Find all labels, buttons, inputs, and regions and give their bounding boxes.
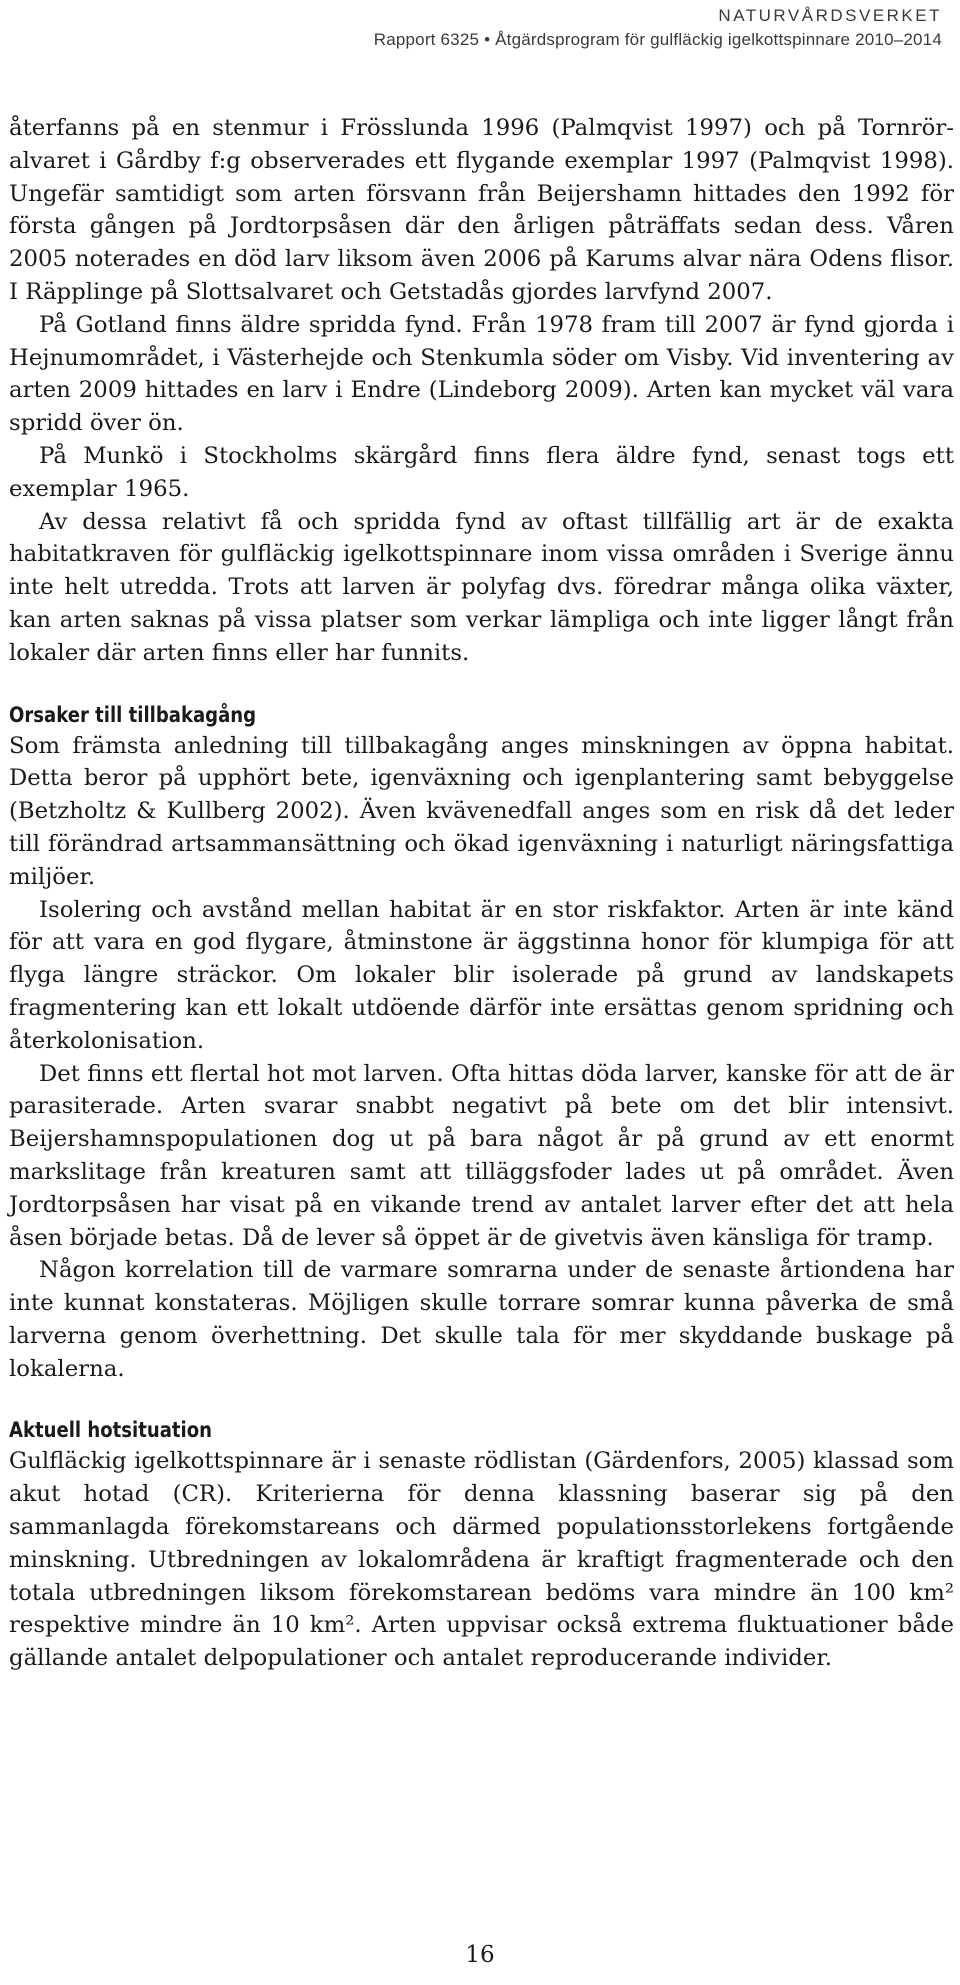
page-number: 16 <box>465 1942 495 1968</box>
paragraph-isolation: Isolering och avstånd mellan habitat är en stor riskfaktor. Arten är inte känd för att vara en god flygare, åtminstone är äggstinna honor för klumpiga för att flyga längre sträckor. Om lokaler blir isolerade på grund av landskapets fragmentering kan ett lokalt utdöende därför inte ersättas genom spridning och återkolonisation. <box>9 896 954 1054</box>
header-organization: NATURVÅRDSVERKET <box>718 6 942 25</box>
paragraph-gotland-finds: På Gotland finns äldre spridda fynd. Från 1978 fram till 2007 är fynd gjorda i Hejnumområdet, i Västerhejde och Stenkumla söder om Visby. Vid inventering av arten 2009 hittades en larv i Endre (Lindeborg 2009). Arten kan mycket väl vara spridd över ön. <box>9 311 954 437</box>
header-report-title: Rapport 6325 • Åtgärdsprogram för gulfläckig igelkottspinnare 2010–2014 <box>373 30 942 49</box>
section-heading-orsaker: Orsaker till tillbakagång <box>9 702 257 727</box>
paragraph-red-list-status: Gulfläckig igelkottspinnare är i senaste rödlistan (Gärdenfors, 2005) klassad som akut hotad (CR). Kriterierna för denna klassning baserar sig på den sammanlagda förekomstareans och därmed populationsstorlekens fortgående minskning. Utbredningen av lokalområdena är kraftigt fragmenterade och den totala utbredningen liksom förekomstarean bedöms vara mindre än 100 km² respektive mindre än 10 km². Arten uppvisar också extrema fluktuationer både gällande antalet delpopulationer och antalet reproducerande individer. <box>9 1448 954 1672</box>
paragraph-oland-finds: återfanns på en stenmur i Frösslunda 1996 (Palmqvist 1997) och på Tornrör-alvaret i Gårdby f:g observerades ett flygande exemplar 1997 (Palmqvist 1998). Ungefär samtidigt som arten försvann från Beijershamn hittades den 1992 för första gången på Jordtorpsåsen där den årligen påträffats sedan dess. Våren 2005 noterades en död larv liksom även 2006 på Karums alvar nära Odens flisor. I Räpplinge på Slottsalvaret och Getstadås gjordes larvfynd 2007. <box>9 115 954 305</box>
paragraph-munko-finds: På Munkö i Stockholms skärgård finns flera äldre fynd, senast togs ett exemplar 1965. <box>9 442 954 502</box>
section-heading-aktuell: Aktuell hotsituation <box>9 1418 213 1443</box>
body-text <box>9 112 954 1675</box>
paragraph-habitat-loss: Som främsta anledning till tillbakagång anges minskningen av öppna habitat. Detta beror på upphört bete, igenväxning och igenplantering samt bebyggelse (Betzholtz & Kullberg 2002). Även kvävenedfall anges som en risk då det leder till förändrad artsammansättning och ökad igenväxning i naturligt näringsfattiga miljöer. <box>9 732 954 890</box>
paragraph-threats-to-larvae: Det finns ett flertal hot mot larven. Ofta hittas döda larver, kanske för att de är parasiterade. Arten svarar snabbt negativt på bete om det blir intensivt. Beijershamnspopulationen dog ut på bara något år på grund av ett enormt markslitage från kreaturen samt att tilläggsfoder lades ut på området. Även Jordtorpsåsen har visat på en vikande trend av antalet larver efter det att hela åsen började betas. Då de lever så öppet är de givetvis även känsliga för tramp. <box>9 1060 954 1251</box>
paragraph-climate: Någon korrelation till de varmare somrarna under de senaste årtiondena har inte kunnat konstateras. Möjligen skulle torrare somrar kunna påverka de små larverna genom överhettning. Det skulle tala för mer skyddande buskage på lokalerna. <box>9 1257 954 1382</box>
paragraph-habitat-requirements: Av dessa relativt få och spridda fynd av oftast tillfällig art är de exakta habitatkraven för gulfläckig igelkottspinnare inom vissa områden i Sverige ännu inte helt utredda. Trots att larven är polyfag dvs. föredrar många olika växter, kan arten saknas på vissa platser som verkar lämpliga och inte ligger långt från lokaler där arten finns eller har funnits. <box>9 508 954 666</box>
page-header <box>374 4 942 52</box>
